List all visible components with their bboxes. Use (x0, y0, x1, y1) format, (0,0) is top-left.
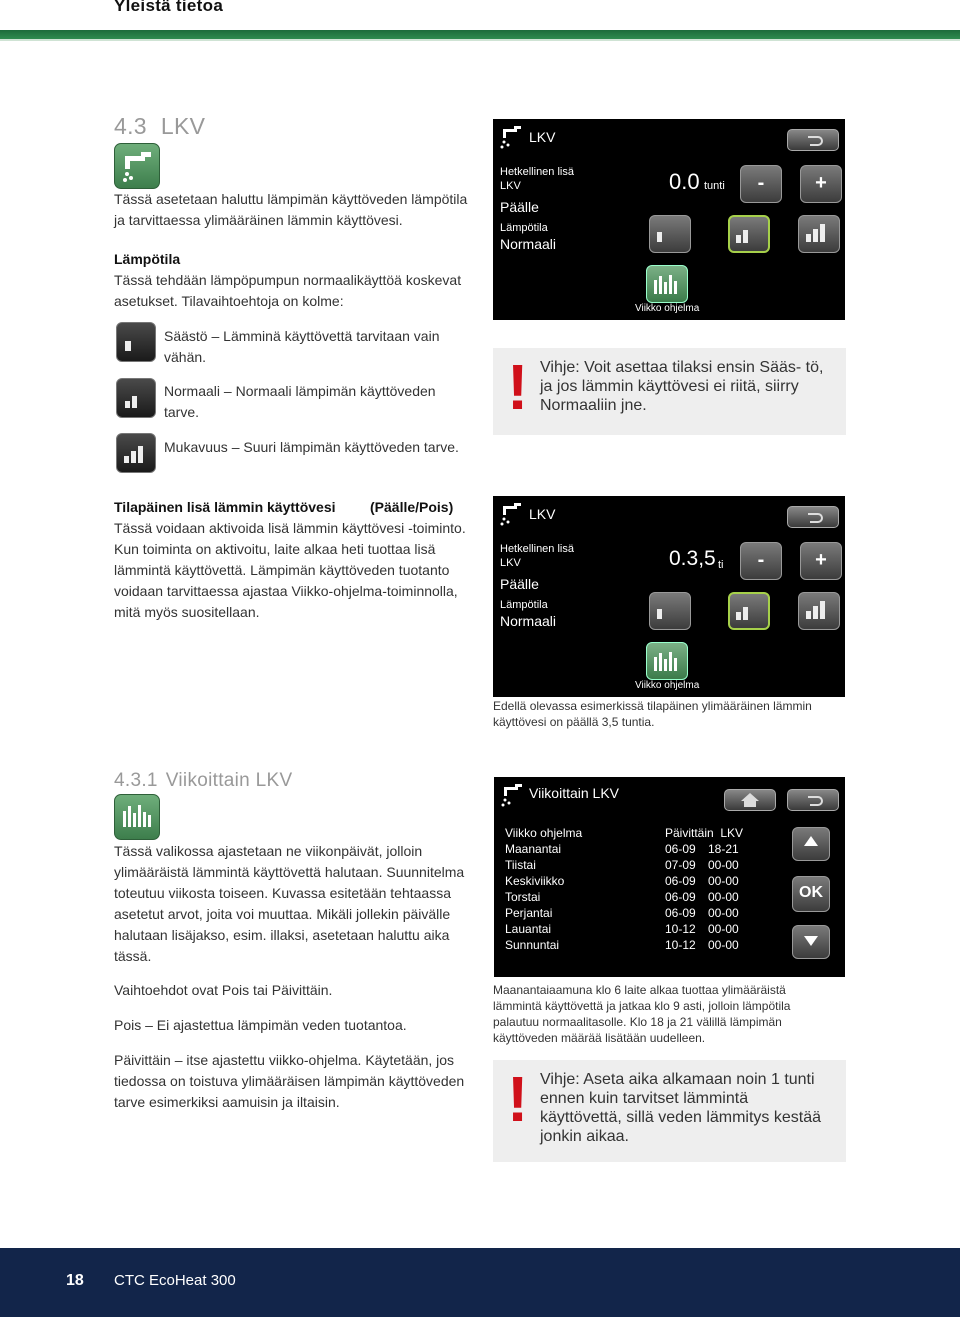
end-time-cell: 00-00 (708, 858, 739, 872)
end-time-cell: 18-21 (708, 842, 739, 856)
extra-label: Hetkellinen lisä LKV (500, 543, 574, 569)
screen-title: LKV (529, 129, 556, 145)
day-cell: Keskiviikko (505, 874, 565, 888)
weekly-text: Tässä valikossa ajastetaan ne viikonpäivät, jolloin ylimääräistä lämmintä käyttövettä halutaan. Suunnitelma toteutuu viikosta toiseen. Kuvassa esitetään tehtaassa asetetut arvot, joita voi muuttaa. Mikäli jollekin päivälle halutaan lisäjakso, esim. illaksi, asetetaan haluttu aika tässä. (114, 843, 465, 964)
extra-value[interactable]: Päälle (500, 576, 539, 592)
product-name: CTC EcoHeat 300 (114, 1272, 236, 1289)
daily-header: Päivittäin LKV (665, 826, 744, 840)
week-program-label: Viikko ohjelma (635, 303, 700, 314)
day-cell: Perjantai (505, 906, 553, 920)
screen-2-caption: Edellä olevassa esimerkissä tilapäinen ylimääräinen lämmin käyttövesi on päällä 3,5 tuntia. (493, 699, 812, 729)
minus-button[interactable]: - (740, 542, 782, 580)
week-program-icon (114, 794, 160, 840)
exclamation-icon: ! (507, 1063, 529, 1135)
end-time-cell: 00-00 (708, 890, 739, 904)
intro-text: Tässä asetetaan haluttu lämpimän käyttöveden lämpötila ja tarvittaessa ylimääräinen lämmin käyttövesi. (114, 191, 468, 228)
subsection-name: Viikoittain LKV (165, 770, 293, 791)
daily-text: Päivittäin – itse ajastettu viikko-ohjelma. Käytetään, jos tiedossa on toistuva ylimääräisen lämpimän käyttöveden tarve esimerkiksi aamuisin ja iltaisin. (114, 1052, 465, 1110)
schedule-row[interactable] (505, 889, 748, 905)
start-time-cell: 07-09 (665, 858, 696, 872)
option-economy: Säästö – Lämminä käyttövettä tarvitaan vain vähän. (164, 328, 440, 365)
tip-box-1 (493, 348, 846, 435)
tip-box-2 (493, 1060, 846, 1162)
tap-icon (500, 783, 526, 812)
section-title (114, 113, 205, 140)
off-text: Pois – Ei ajastettua lämpimän veden tuotantoa. (114, 1017, 407, 1033)
option-comfort: Mukavuus – Suuri lämpimän käyttöveden tarve. (164, 439, 459, 455)
screen-title: LKV (529, 506, 556, 522)
screen-title: Viikoittain LKV (529, 785, 620, 801)
back-button[interactable] (787, 129, 839, 151)
subsection-title (114, 770, 292, 792)
down-button[interactable] (792, 925, 830, 959)
end-time-cell: 00-00 (708, 922, 739, 936)
weekly-lkv-screen (494, 777, 845, 977)
lkv-screen-2 (493, 496, 845, 697)
end-time-cell: 00-00 (708, 938, 739, 952)
exclamation-icon: ! (507, 351, 529, 423)
start-time-cell: 06-09 (665, 842, 696, 856)
comfort-button[interactable] (798, 592, 840, 630)
hours-unit: ti (718, 559, 724, 571)
start-time-cell: 06-09 (665, 874, 696, 888)
day-cell: Maanantai (505, 842, 562, 856)
tap-icon (499, 125, 525, 154)
schedule-row[interactable] (505, 921, 748, 937)
extra-value[interactable]: Päälle (500, 199, 539, 215)
temperature-text: Tässä tehdään lämpöpumpun normaalikäyttöä koskevat asetukset. Tilavaihtoehtoja on kolme: (114, 272, 462, 309)
temperature-value[interactable]: Normaali (500, 236, 557, 252)
tap-icon (499, 502, 525, 531)
plus-button[interactable]: + (800, 165, 842, 203)
tap-icon (114, 143, 160, 189)
page-number: 18 (66, 1272, 84, 1289)
hours-value: 0.0 (669, 169, 700, 194)
comfort-icon (116, 433, 156, 473)
week-program-button[interactable] (646, 265, 688, 303)
start-time-cell: 06-09 (665, 890, 696, 904)
extra-hw-heading: Tilapäinen lisä lämmin käyttövesi (114, 499, 336, 515)
back-button[interactable] (787, 506, 839, 528)
normal-button[interactable] (728, 592, 770, 630)
schedule-row[interactable] (505, 937, 748, 953)
ok-button[interactable]: OK (792, 876, 830, 912)
extra-hw-text: Tässä voidaan aktivoida lisä lämmin käyttövesi -toiminto. Kun toiminta on aktivoitu, laite alkaa heti tuottaa lisä lämmintä käyttövettä. Lämpimän käyttöveden tuotanto voidaan tarvittaessa ajastaa Viikko-ohjelma-toiminnolla, mitä myös suositellaan. (114, 520, 466, 620)
header-bar (0, 30, 960, 39)
options-text: Vaihtoehdot ovat Pois tai Päivittäin. (114, 982, 333, 998)
economy-button[interactable] (649, 215, 691, 253)
hours-unit: tunti (704, 180, 725, 192)
extra-label: Hetkellinen lisä LKV (500, 166, 574, 192)
tip-text: Vihje: Voit asettaa tilaksi ensin Sääs- tö, ja jos lämmin käyttövesi ei riitä, siirry Normaaliin jne. (540, 359, 824, 414)
economy-button[interactable] (649, 592, 691, 630)
start-time-cell: 06-09 (665, 906, 696, 920)
schedule-table (505, 841, 748, 953)
minus-button[interactable]: - (740, 165, 782, 203)
hours-value: 0.3,5 (669, 547, 716, 570)
day-cell: Sunnuntai (505, 938, 560, 952)
week-program-button[interactable] (646, 642, 688, 680)
week-program-label: Viikko ohjelma (635, 680, 700, 691)
option-normal: Normaali – Normaali lämpimän käyttöveden tarve. (164, 383, 436, 420)
temperature-label: Lämpötila (500, 222, 548, 234)
footer (0, 1248, 960, 1317)
end-time-cell: 00-00 (708, 906, 739, 920)
section-number: 4.3 (114, 113, 147, 139)
extra-hw-options: (Päälle/Pois) (370, 499, 454, 515)
subsection-number: 4.3.1 (114, 770, 158, 791)
plus-button[interactable]: + (800, 542, 842, 580)
normal-button[interactable] (728, 215, 770, 253)
schedule-row[interactable] (505, 857, 748, 873)
temperature-label: Lämpötila (500, 599, 548, 611)
day-cell: Torstai (505, 890, 541, 904)
end-time-cell: 00-00 (708, 874, 739, 888)
schedule-row[interactable] (505, 905, 748, 921)
temperature-value[interactable]: Normaali (500, 613, 557, 629)
schedule-row[interactable] (505, 841, 748, 857)
day-cell: Lauantai (505, 922, 552, 936)
section-name: LKV (160, 113, 206, 139)
week-program-header: Viikko ohjelma (505, 826, 583, 840)
lkv-screen-1 (493, 119, 845, 320)
comfort-button[interactable] (798, 215, 840, 253)
normal-icon (116, 378, 156, 418)
day-cell: Tiistai (505, 858, 536, 872)
back-button[interactable] (787, 789, 839, 811)
temperature-heading: Lämpötila (114, 251, 181, 267)
up-button[interactable] (792, 827, 830, 861)
economy-icon (116, 322, 156, 362)
tip-text: Vihje: Aseta aika alkamaan noin 1 tunti ennen kuin tarvitset lämmintä käyttövettä, sillä veden lämmitys kestää jonkin aikaa. (540, 1071, 822, 1145)
header-bar-accent (0, 39, 960, 41)
schedule-row[interactable] (505, 873, 748, 889)
start-time-cell: 10-12 (665, 922, 696, 936)
header-title: Yleistä tietoa (114, 0, 224, 15)
home-button[interactable] (724, 789, 776, 811)
start-time-cell: 10-12 (665, 938, 696, 952)
weekly-caption: Maanantaiaamuna klo 6 laite alkaa tuottaa ylimääräistä lämmintä käyttövettä ja jatkaa klo 9 asti, jolloin lämpötila palautuu normaalitasolle. Klo 18 ja 21 välillä lämpimän käyttöveden määrää lisätään uudelleen. (493, 983, 791, 1045)
